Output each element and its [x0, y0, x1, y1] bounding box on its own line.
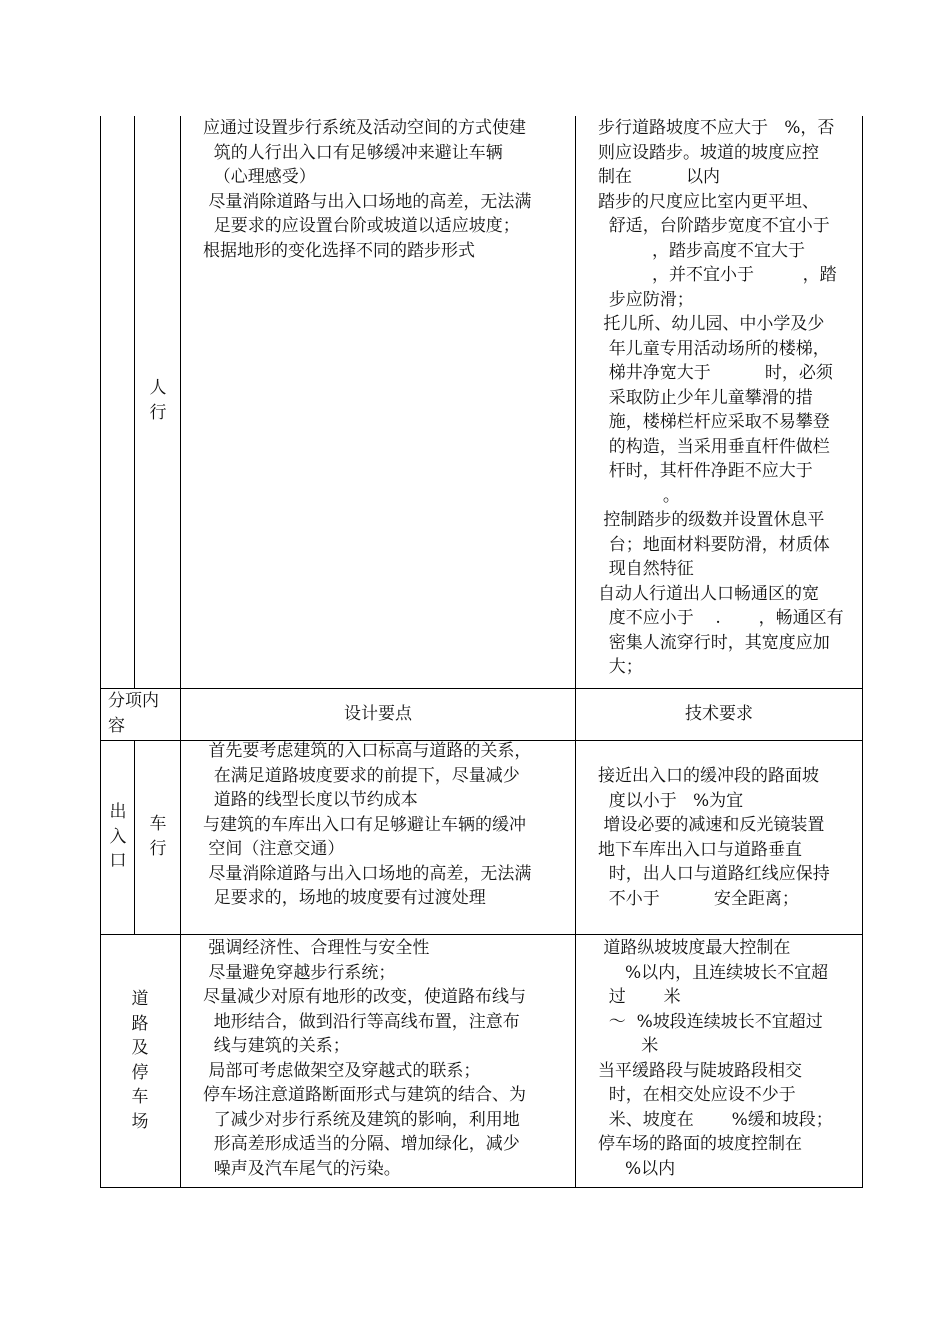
text-line: 强调经济性、合理性与安全性 [203, 938, 430, 958]
text-line: 施，楼梯栏杆应采取不易攀登 [598, 412, 830, 432]
label-char: 及 [131, 1038, 149, 1058]
label-char: 出 [109, 802, 127, 822]
text-line: 足要求的，场地的坡度要有过渡处理 [203, 888, 486, 908]
text-line: 梯井净宽大于 时，必须 [598, 363, 833, 383]
text-line: 当平缓路段与陡坡路段相交 [598, 1060, 802, 1081]
text-line: 尽量避免穿越步行系统； [203, 962, 396, 983]
label-char: 车 [149, 814, 167, 834]
text-line: 年儿童专用活动场所的楼梯， [598, 338, 830, 359]
label-char: 道 [131, 989, 149, 1009]
header-text-line: 容 [108, 716, 125, 736]
text-line: 足要求的应设置台阶或坡道以适应坡度； [203, 216, 520, 236]
text-line: 托儿所、幼儿园、中小学及少 [598, 314, 825, 334]
road-design-points [203, 936, 526, 1181]
entrance-tech-requirements [598, 764, 830, 911]
entrance-design-points [203, 739, 531, 911]
text-line: ，并不宜小于 ，踏 [598, 265, 837, 285]
text-line: 与建筑的车库出入口有足够避让车辆的缓冲 [203, 814, 526, 835]
entrance-sub-label [144, 812, 172, 861]
label-char: 口 [109, 851, 127, 871]
text-line: 地形结合，做到沿行等高线布置，注意布 [203, 1011, 520, 1032]
header-design-points: 设计要点 [344, 704, 412, 724]
text-line: 杆时，其杆件净距不应大于 [598, 461, 813, 481]
text-line: 度以小于 %为宜 [598, 790, 744, 811]
rule-header-top [100, 688, 863, 689]
text-line: 舒适，台阶踏步宽度不宜小于 [598, 216, 830, 236]
top-sub-label [144, 376, 172, 425]
text-line: 密集人流穿行时，其宽度应加 [598, 632, 830, 653]
text-line: 时，在相交处应设不少于 [598, 1085, 796, 1105]
text-line: 在满足道路坡度要求的前提下，尽量减少 [203, 765, 520, 786]
text-line: 筑的人行出入口有足够缓冲来避让车辆 [203, 142, 503, 163]
label-char: 停 [131, 1062, 149, 1083]
text-line: 踏步的尺度应比室内更平坦、 [598, 191, 819, 212]
label-char: 人 [149, 378, 167, 398]
top-tech-requirements [598, 116, 844, 680]
text-line: 的构造，当采用垂直杆件做栏 [598, 436, 830, 457]
label-char: 行 [149, 838, 167, 859]
text-line: 道路纵坡坡度最大控制在 [598, 938, 791, 958]
text-line: 道路的线型长度以节约成本 [203, 790, 418, 810]
text-line: 米、坡度在 %缓和坡段； [598, 1109, 833, 1130]
rule-tech-col [575, 116, 576, 1188]
text-line: 尽量消除道路与出入口场地的高差，无法满 [203, 191, 532, 212]
text-line: 米 [598, 1036, 659, 1056]
label-char: 场 [131, 1111, 149, 1132]
text-line: 步应防滑； [598, 289, 694, 310]
rule-table-bottom [100, 1187, 863, 1188]
header-category [108, 689, 159, 739]
text-line: 接近出入口的缓冲段的路面坡 [598, 766, 819, 786]
rule-right-border [862, 116, 863, 1188]
text-line: 步行道路坡度不应大于 %，否 [598, 118, 835, 138]
text-line: 制在 以内 [598, 167, 721, 187]
text-line: 增设必要的减速和反光镜装置 [598, 815, 825, 835]
text-line: 过 米 [598, 987, 681, 1007]
label-char: 入 [109, 826, 127, 847]
text-line: 时，出人口与道路红线应保持 [598, 864, 830, 884]
text-line: 根据地形的变化选择不同的踏步形式 [203, 240, 475, 261]
text-line: 应通过设置步行系统及活动空间的方式使建 [203, 118, 526, 138]
text-line: 空间（注意交通） [203, 839, 345, 859]
header-text-line: 分项内 [108, 691, 159, 711]
text-line: 地下车库出入口与道路垂直 [598, 839, 802, 860]
text-line: 尽量减少对原有地形的改变，使道路布线与 [203, 987, 526, 1007]
entrance-main-label [104, 800, 132, 874]
label-char: 车 [131, 1087, 149, 1107]
rule-design-col [180, 116, 181, 1188]
text-line: 控制踏步的级数并设置休息平 [598, 510, 825, 530]
text-line: 采取防止少年儿童攀滑的措 [598, 387, 813, 408]
text-line: 自动人行道出人口畅通区的宽 [598, 583, 819, 604]
text-line: 不小于 安全距离； [598, 888, 799, 909]
text-line: ，踏步高度不宜大于 [598, 240, 806, 261]
road-main-label [126, 987, 154, 1134]
rule-left-border [100, 116, 101, 1188]
label-char: 行 [149, 402, 167, 423]
text-line: ～ %坡段连续坡长不宜超过 [598, 1011, 823, 1032]
text-line: %以内，且连续坡长不宜超 [598, 962, 829, 983]
text-line: 停车场注意道路断面形式与建筑的结合、为 [203, 1085, 526, 1105]
text-line: 台；地面材料要防滑，材质体 [598, 534, 830, 555]
top-design-points [203, 116, 531, 263]
text-line: 尽量消除道路与出入口场地的高差，无法满 [203, 863, 532, 884]
rule-entrance-bottom [100, 934, 863, 935]
text-line: 。 [598, 485, 680, 506]
header-tech-requirements: 技术要求 [685, 704, 753, 724]
text-line: （心理感受） [203, 167, 316, 187]
text-line: 首先要考虑建筑的入口标高与道路的关系， [203, 741, 532, 761]
label-char: 路 [131, 1013, 149, 1034]
text-line: 局部可考虑做架空及穿越式的联系； [203, 1060, 481, 1081]
text-line: 线与建筑的关系； [203, 1036, 350, 1056]
text-line: 大； [598, 657, 643, 677]
road-tech-requirements [598, 936, 833, 1181]
text-line: 现自然特征 [598, 559, 694, 579]
text-line: 则应设踏步。坡道的坡度应控 [598, 142, 819, 163]
rule-sub-col-top [134, 116, 135, 689]
rule-sub-col-entrance [134, 740, 135, 935]
text-line: 形高差形成适当的分隔、增加绿化，减少 [203, 1134, 520, 1154]
text-line: %以内 [598, 1158, 676, 1179]
text-line: 了减少对步行系统及建筑的影响，利用地 [203, 1109, 520, 1130]
text-line: 停车场的路面的坡度控制在 [598, 1134, 802, 1154]
text-line: 度不应小于 . ，畅通区有 [598, 608, 844, 628]
text-line: 噪声及汽车尾气的污染。 [203, 1158, 401, 1179]
